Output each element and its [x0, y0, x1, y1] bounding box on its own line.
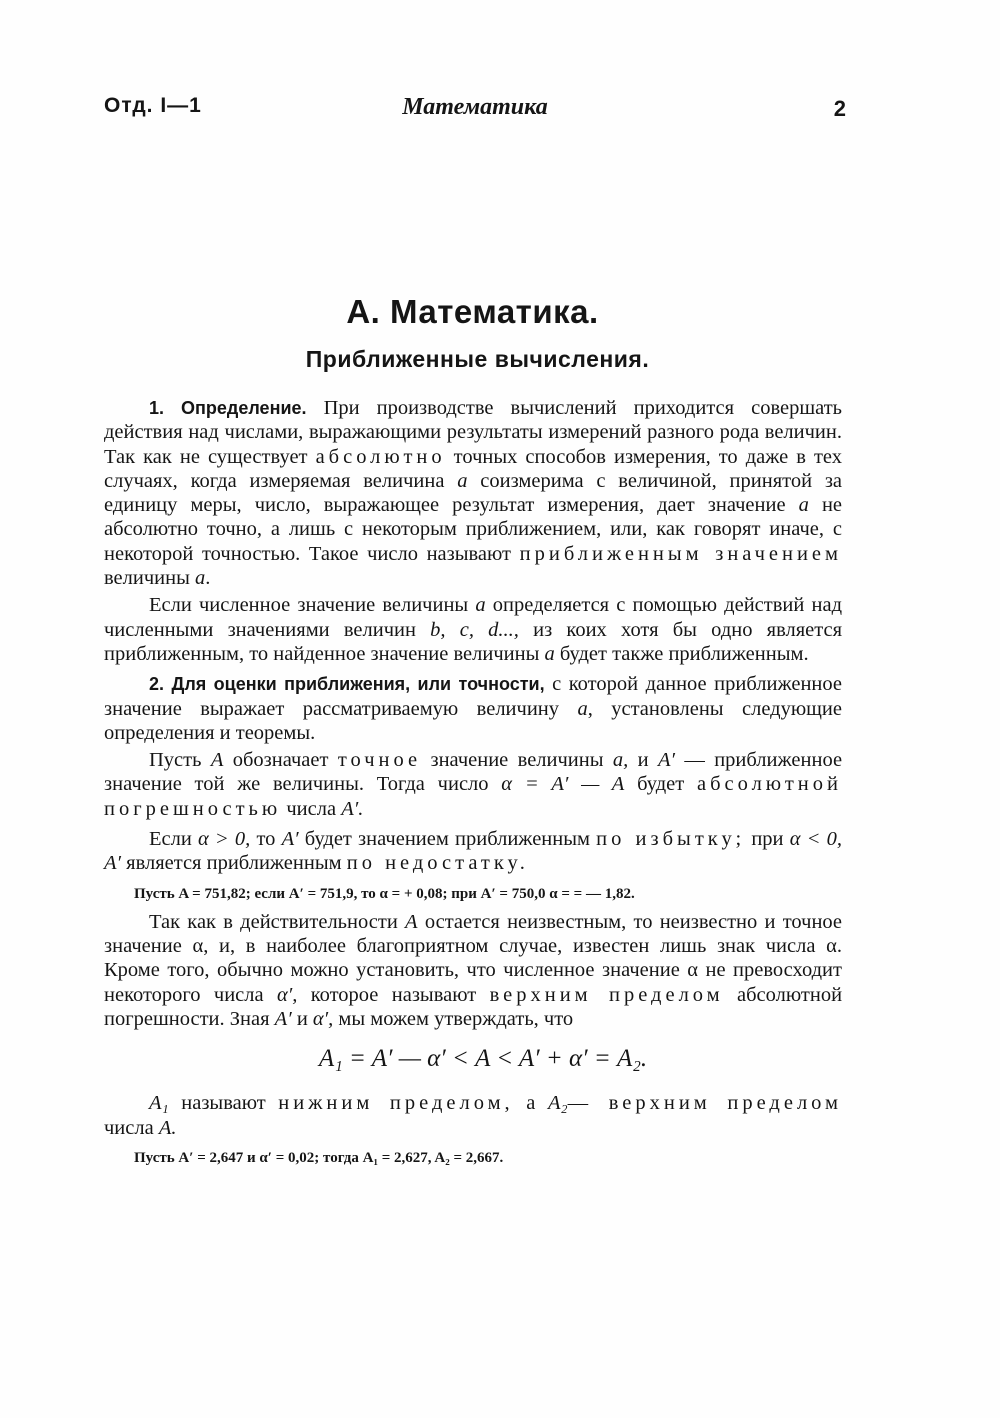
variable: a: [577, 697, 588, 720]
text-run: числа: [286, 797, 337, 820]
text-run: При производстве вычислений приходится совершать действия над числами, выражающими результаты измерений разного рода величин. Так как не существует: [104, 397, 843, 468]
text-run: установлены следующие определения и теоремы.: [104, 697, 842, 744]
variable: A′: [657, 749, 675, 772]
variable: A′: [274, 1007, 292, 1030]
text-run: мы можем утверждать, что: [338, 1007, 574, 1030]
text-run: будет значением приближенным: [304, 828, 590, 851]
paragraph: [104, 593, 842, 666]
variable: A′: [281, 828, 299, 851]
item-number: 2.: [149, 674, 165, 695]
item-heading: Определение.: [181, 398, 307, 418]
variable: A′.: [341, 797, 364, 820]
text-run: то: [256, 828, 276, 851]
variable: A.: [158, 1116, 177, 1139]
spaced-term: верхним пределом: [489, 983, 724, 1006]
spaced-term: точное: [337, 749, 422, 772]
variable: a: [475, 594, 486, 617]
item-heading: Для оценки приближения, или точности,: [171, 674, 545, 695]
formula-inline: α > 0,: [198, 828, 251, 851]
text-run: значение величины: [430, 749, 604, 772]
variable: b, c, d...,: [430, 618, 519, 641]
section-label: Отд. I—1: [104, 94, 202, 117]
variable: A₁: [149, 1092, 169, 1115]
item-number: 1.: [149, 398, 165, 418]
text-run: называют: [181, 1092, 266, 1115]
spaced-term: абсолютной погрешностью: [104, 773, 843, 820]
text-run: а: [526, 1092, 536, 1115]
running-title: Математика: [402, 94, 548, 120]
section-subtitle: Приближенные вычисления.: [305, 346, 650, 372]
spaced-term: приближенным значением: [519, 542, 843, 565]
paragraph: [104, 1091, 842, 1140]
variable: α′,: [312, 1007, 334, 1030]
text-run: числа: [104, 1116, 154, 1139]
text-run: величины: [104, 567, 190, 590]
spaced-term: нижним пределом,: [278, 1092, 514, 1115]
body-text: [104, 396, 842, 1168]
text-run: и: [296, 1007, 308, 1030]
variable: A: [210, 749, 224, 772]
variable: A′: [104, 852, 122, 875]
text-run: и: [637, 749, 649, 772]
example-note: Пусть A = 751,82; если A′ = 751,9, то α = + 0,08; при A′ = 750,0 α = = — 1,82.: [134, 885, 635, 902]
text-run: определяется с помощью действий над численными значениями величин: [104, 594, 842, 641]
text-run: из коих хотя бы одно является приближенным, то найденное значение величины: [104, 618, 843, 665]
text-run: будет также приближенным.: [559, 642, 809, 665]
chapter-title: А. Математика.: [346, 293, 599, 330]
text-run: которое называют: [310, 983, 477, 1006]
text-run: при: [751, 828, 784, 851]
text-run: является приближенным: [126, 852, 342, 875]
display-formula: A₁ = A′ — α′ < A < A′ + α′ = A₂.: [318, 1045, 648, 1073]
variable: a,: [612, 749, 629, 772]
variable: A: [405, 910, 418, 933]
formula-inline: α = A′ — A: [501, 773, 625, 796]
text-run: Если: [149, 828, 192, 851]
text-run: Так как в действительности: [149, 910, 398, 933]
text-run: Если численное значение величины: [149, 594, 469, 617]
variable: a: [195, 567, 206, 590]
paragraph: [104, 827, 842, 876]
formula-inline: α < 0,: [789, 828, 842, 851]
text-run: абсолютной погрешности. Зная: [104, 983, 843, 1030]
text-run: обозначает: [232, 749, 329, 772]
paragraph: [104, 910, 842, 1031]
spaced-term: абсолютно: [315, 445, 446, 468]
text-run: с которой данное приближенное значение выражает рассматриваемую величину: [104, 673, 843, 720]
text-run: соизмерима с величиной, принятой за единицу меры, число, выражающее результат измерения, дает значение: [104, 469, 843, 517]
text-run: Пусть: [149, 749, 202, 772]
variable: a: [798, 494, 809, 517]
text-run: — приближенное значение той же величины. Тогда число: [104, 749, 843, 796]
spaced-term: по недостатку.: [346, 852, 529, 875]
paragraph-accuracy: 2. Для оценки приближения, или точности, с которой данное приближенное значение выражает рассматриваемую величину a, установлены следующие определения и теоремы.: [104, 673, 843, 744]
example-note: Пусть A′ = 2,647 и α′ = 0,02; тогда A₁ = 2,627, A₂ = 2,667.: [134, 1150, 504, 1167]
paragraph-definition: [104, 396, 842, 590]
text-run: .: [205, 567, 211, 590]
running-head: [104, 94, 846, 128]
text-run: будет: [637, 773, 685, 796]
text-run: остается неизвестным, то неизвестно и точное значение α, и, в наиболее благоприятном случае, известен лишь знак числа α. Кроме того, обычно можно установить, что численное значение α не превосходит некоторого числа: [104, 910, 843, 1006]
spaced-term: — верхним пределом: [567, 1092, 843, 1115]
text-run: не абсолютно точно, а лишь с некоторым приближением, или, как говорят иначе, с некоторой точностью. Такое число называют: [104, 494, 843, 565]
variable: a: [457, 469, 468, 492]
page-number: 2: [833, 96, 846, 121]
spaced-term: по избытку;: [596, 828, 746, 851]
paragraph: [104, 748, 842, 821]
variable: A₂: [547, 1092, 568, 1115]
text-run: точных способов измерения, то даже в тех случаях, когда измеряемая величина: [104, 445, 843, 492]
variable: a: [544, 642, 555, 665]
variable: α′,: [276, 983, 298, 1006]
